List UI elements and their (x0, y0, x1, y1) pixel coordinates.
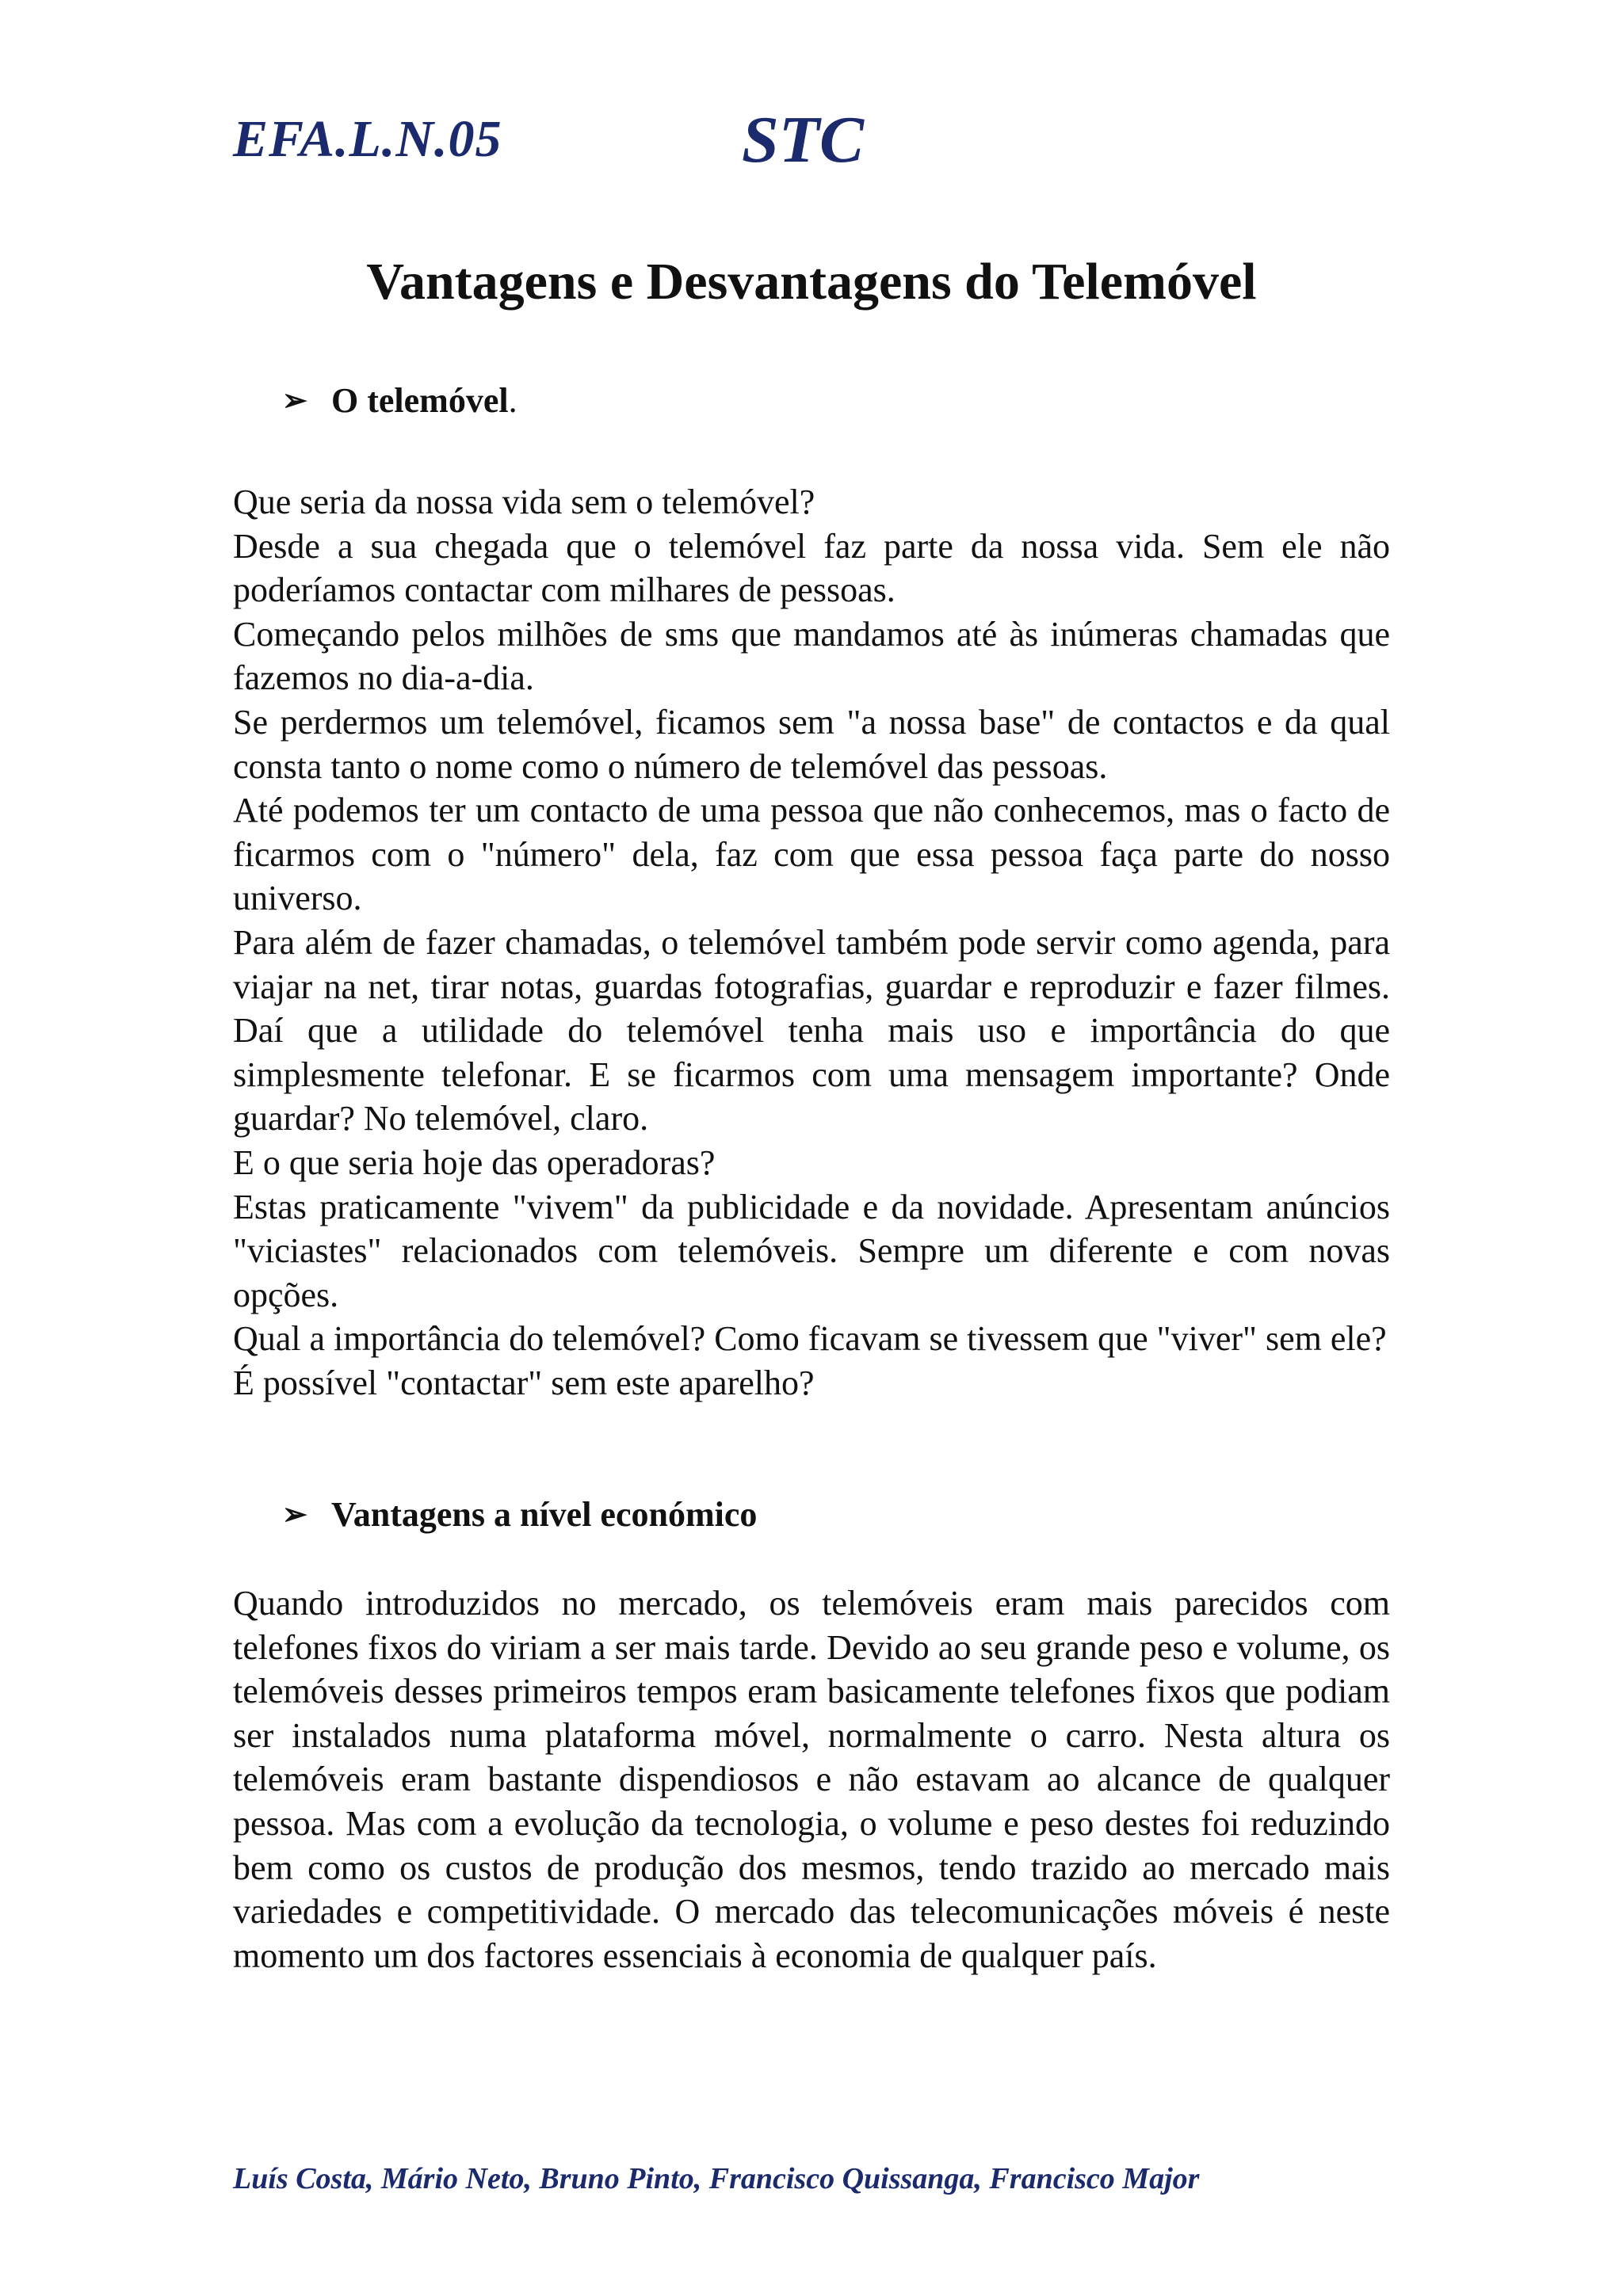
paragraph: Que seria da nossa vida sem o telemóvel? (233, 482, 815, 521)
paragraph: É possível "contactar" sem este aparelho? (233, 1363, 815, 1402)
arrow-bullet-icon: ➢ (282, 1498, 307, 1531)
course-code: EFA.L.N.05 (233, 110, 502, 168)
section-body-telemovel (233, 480, 1390, 1405)
page-header (233, 101, 1390, 177)
subject-code: STC (742, 103, 865, 177)
paragraph: Estas praticamente "vivem" da publicidade e da novidade. Apresentam anúncios "viciastes" relacionados com telemóveis. Sempre um diferente e com novas opções. (233, 1187, 1390, 1314)
section-heading-telemovel (282, 380, 517, 421)
paragraph: Qual a importância do telemóvel? Como ficavam se tivessem que "viver" sem ele? (233, 1319, 1387, 1359)
document-title: Vantagens e Desvantagens do Telemóvel (366, 253, 1257, 311)
section-heading-trail: . (508, 381, 517, 420)
section-body-vantagens-economico (233, 1581, 1390, 1978)
paragraph: Até podemos ter um contacto de uma pessoa que não conhecemos, mas o facto de ficarmos com o "número" dela, faz com que essa pessoa faça parte do nosso universo. (233, 791, 1390, 918)
authors-footer: Luís Costa, Mário Neto, Bruno Pinto, Francisco Quissanga, Francisco Major (233, 2162, 1200, 2195)
section-heading-text: Vantagens a nível económico (331, 1495, 758, 1534)
paragraph: Começando pelos milhões de sms que mandamos até às inúmeras chamadas que fazemos no dia-a-dia. (233, 614, 1390, 698)
paragraph: Para além de fazer chamadas, o telemóvel também pode servir como agenda, para viajar na net, tirar notas, guardas fotografias, guardar e reproduzir e fazer filmes. Daí que a utilidade do telemóvel tenha mais uso e importância do que simplesmente telefonar. E se ficarmos com uma mensagem importante? Onde guardar? No telemóvel, claro. (233, 922, 1390, 1138)
paragraph: Quando introduzidos no mercado, os telemóveis eram mais parecidos com telefones fixos do viriam a ser mais tarde. Devido ao seu grande peso e volume, os telemóveis desses primeiros tempos eram basicamente telefones fixos que podiam ser instalados numa plataforma móvel, normalmente o carro. Nesta altura os telemóveis eram bastante dispendiosos e não estavam ao alcance de qualquer pessoa. Mas com a evolução da tecnologia, o volume e peso destes foi reduzindo bem como os custos de produção dos mesmos, tendo trazido ao mercado mais variedades e competitividade. O mercado das telecomunicações móveis é neste momento um dos factores essenciais à economia de qualquer país. (233, 1584, 1390, 1975)
paragraph: E o que seria hoje das operadoras? (233, 1142, 716, 1182)
paragraph: Se perdermos um telemóvel, ficamos sem "a nossa base" de contactos e da qual consta tanto o nome como o número de telemóvel das pessoas. (233, 702, 1390, 786)
arrow-bullet-icon: ➢ (282, 384, 307, 418)
paragraph: Desde a sua chegada que o telemóvel faz parte da nossa vida. Sem ele não poderíamos contactar com milhares de pessoas. (233, 526, 1390, 610)
section-heading-text: O telemóvel (331, 381, 509, 420)
section-heading-vantagens-economico (282, 1494, 757, 1535)
